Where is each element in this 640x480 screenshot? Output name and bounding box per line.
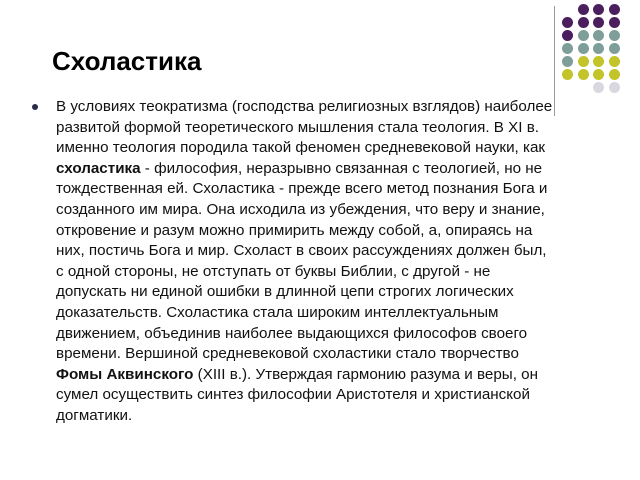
- decorative-dot: [593, 30, 604, 41]
- decorative-dot: [562, 56, 573, 67]
- bullet-icon: [32, 104, 38, 110]
- slide-title: Схоластика: [52, 46, 202, 76]
- decorative-dot: [578, 43, 589, 54]
- decorative-dot-grid: [562, 4, 640, 104]
- decorative-dot: [562, 17, 573, 28]
- decorative-dot: [562, 43, 573, 54]
- term-thomas-aquinas: Фомы Аквинского: [56, 365, 194, 383]
- decorative-dot: [593, 17, 604, 28]
- term-scholasticism: схоластика: [56, 159, 141, 177]
- paragraph-text-part3: (XIII в.). Утверждая гармонию разума и веры, он сумел осуществить синтез философии Аристотеля и христианской догматики.: [56, 365, 538, 424]
- decorative-dot: [609, 82, 620, 93]
- decorative-dot: [578, 30, 589, 41]
- slide-body-paragraph: [56, 97, 556, 427]
- decorative-dot: [609, 30, 620, 41]
- decorative-dot: [578, 17, 589, 28]
- decorative-dot: [593, 82, 604, 93]
- decorative-dot: [609, 56, 620, 67]
- decorative-dot: [578, 56, 589, 67]
- decorative-dot: [593, 4, 604, 15]
- decorative-dot: [609, 17, 620, 28]
- decorative-dot: [578, 4, 589, 15]
- decorative-dot: [593, 56, 604, 67]
- decorative-dot: [609, 43, 620, 54]
- decorative-dot: [593, 69, 604, 80]
- paragraph-text-part1: В условиях теократизма (господства религиозных взглядов) наиболее развитой формой теоретического мышления стала теология. В XI в. именно теология породила такой феномен средневековой науки, как: [56, 98, 553, 157]
- decorative-dot: [609, 69, 620, 80]
- decorative-dot: [578, 69, 589, 80]
- paragraph-text-part2: - философия, неразрывно связанная с теологией, но не тождественная ей. Схоластика - прежде всего метод познания Бога и созданного им мира. Она исходила из убеждения, что веру и знание, откровение и разум можно примирить между собой, а, опираясь на них, постичь Бога и мир. Схоласт в своих рассуждениях должен был, с одной стороны, не отступать от буквы Библии, с другой - не допускать ни единой ошибки в длинной цепи строгих логических доказательств. Схоластика стала широким интеллектуальным движением, объединив наиболее выдающихся философов своего времени. Вершиной средневековой схоластики стало творчество: [56, 159, 548, 363]
- decorative-dot: [562, 30, 573, 41]
- decorative-dot: [609, 4, 620, 15]
- decorative-dot: [562, 69, 573, 80]
- decorative-dot: [593, 43, 604, 54]
